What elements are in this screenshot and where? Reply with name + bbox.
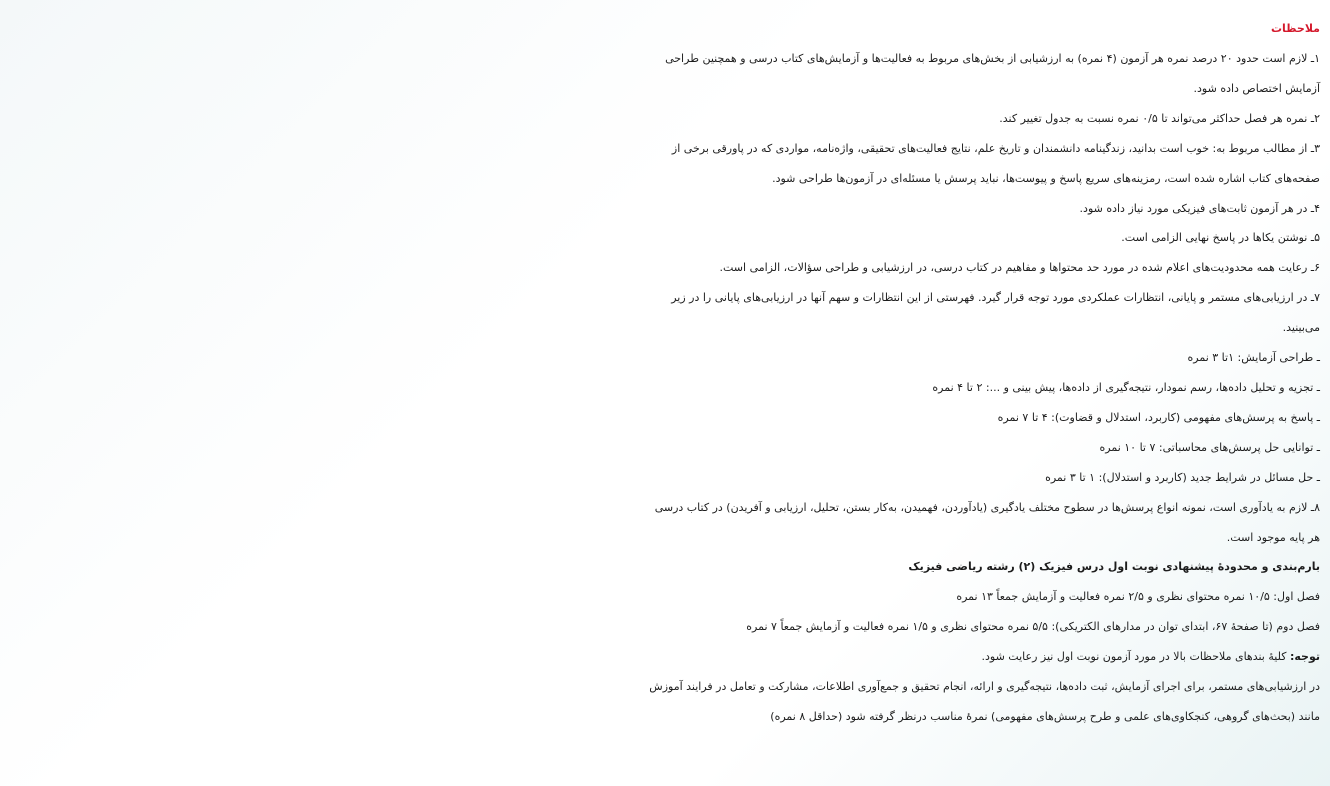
closing-line-2: مانند (بحث‌های گروهی، کنجکاوی‌های علمی و طرح پرسش‌های مفهومی) نمرهٔ مناسب درنظر گرفته شود (حداقل ۸ نمره)	[770, 709, 1320, 723]
note-2: ۲ـ نمره هر فصل حداکثر می‌تواند تا ۰/۵ نمره نسبت به جدول تغییر کند.	[999, 111, 1320, 125]
attention-text: کلیهٔ بندهای ملاحظات بالا در مورد آزمون نوبت اول نیز رعایت شود.	[981, 650, 1290, 664]
expectation-conceptual: ـ پاسخ به پرسش‌های مفهومی (کاربرد، استدلال و قضاوت): ۴ تا ۷ نمره	[997, 410, 1320, 424]
note-7-line-1: ۷ـ در ارزیابی‌های مستمر و پایانی، انتظارات عملکردی مورد توجه قرار گیرد. فهرستی از این انتظارات و سهم آنها در ارزیابی‌های پایانی را در زیر	[671, 291, 1320, 305]
attention-line	[12, 642, 1320, 672]
note-4: ۴ـ در هر آزمون ثابت‌های فیزیکی مورد نیاز داده شود.	[1079, 201, 1320, 215]
section-heading: بارم‌بندی و محدودهٔ پیشنهادی نوبت اول درس فیزیک (۲) رشته ریاضی فیزیک	[908, 560, 1320, 574]
note-8-line-2: هر پایه موجود است.	[1226, 530, 1320, 544]
note-5: ۵ـ نوشتن یکاها در پاسخ نهایی الزامی است.	[1121, 231, 1320, 245]
chapter-2: فصل دوم (تا صفحهٔ ۶۷، ابتدای توان در مدارهای الکتریکی): ۵/۵ نمره محتوای نظری و ۱/۵ نمره فعالیت و آزمایش جمعاً ۷ نمره	[746, 620, 1320, 634]
note-8-line-1: ۸ـ لازم به یادآوری است، نمونه انواع پرسش‌ها در سطوح مختلف یادگیری (یادآوردن، فهمیدن، به‌کار بستن، تحلیل، ارزیابی و آفریدن) در کتاب درسی	[654, 500, 1320, 514]
note-6: ۶ـ رعایت همه محدودیت‌های اعلام شده در مورد حد محتواها و مفاهیم در کتاب درسی، در ارزشیابی و طراحی سؤالات، الزامی است.	[719, 261, 1320, 275]
expectation-new-situations: ـ حل مسائل در شرایط جدید (کاربرد و استدلال): ۱ تا ۳ نمره	[1045, 470, 1320, 484]
notes-title: ملاحظات	[1271, 22, 1320, 35]
note-7-line-2: می‌بینید.	[1282, 321, 1320, 335]
note-3-line-1: ۳ـ از مطالب مربوط به: خوب است بدانید، زندگینامه دانشمندان و تاریخ علم، نتایج فعالیت‌های تحقیقی، واژه‌نامه، مواردی که در پاورقی برخی از	[671, 141, 1320, 155]
expectation-design: ـ طراحی آزمایش: ۱تا ۳ نمره	[1187, 351, 1320, 365]
chapter-1: فصل اول: ۱۰/۵ نمره محتوای نظری و ۲/۵ نمره فعالیت و آزمایش جمعاً ۱۳ نمره	[956, 590, 1320, 604]
note-3-line-2: صفحه‌های کتاب اشاره شده است، رمزینه‌های سریع پاسخ و پیوست‌ها، نباید پرسش یا مسئله‌ای در آزمون‌ها طراحی شود.	[772, 171, 1320, 185]
expectation-analysis: ـ تجزیه و تحلیل داده‌ها، رسم نمودار، نتیجه‌گیری از داده‌ها، پیش بینی و ...: ۲ تا ۴ نمره	[932, 380, 1320, 394]
note-1-line-2: آزمایش اختصاص داده شود.	[1193, 81, 1320, 95]
closing-line-1: در ارزشیابی‌های مستمر، برای اجرای آزمایش، ثبت داده‌ها، نتیجه‌گیری و ارائه، انجام تحقیق و جمع‌آوری اطلاعات، مشارکت و تعامل در فرایند آموزش	[649, 680, 1320, 694]
note-1-line-1: ۱ـ لازم است حدود ۲۰ درصد نمره هر آزمون (۴ نمره) به ارزشیابی از بخش‌های مربوط به فعالیت‌ها و آزمایش‌های کتاب درسی و همچنین طراحی	[665, 52, 1320, 65]
attention-label: توجه:	[1289, 650, 1320, 664]
expectation-computational: ـ توانایی حل پرسش‌های محاسباتی: ۷ تا ۱۰ نمره	[1099, 440, 1320, 454]
